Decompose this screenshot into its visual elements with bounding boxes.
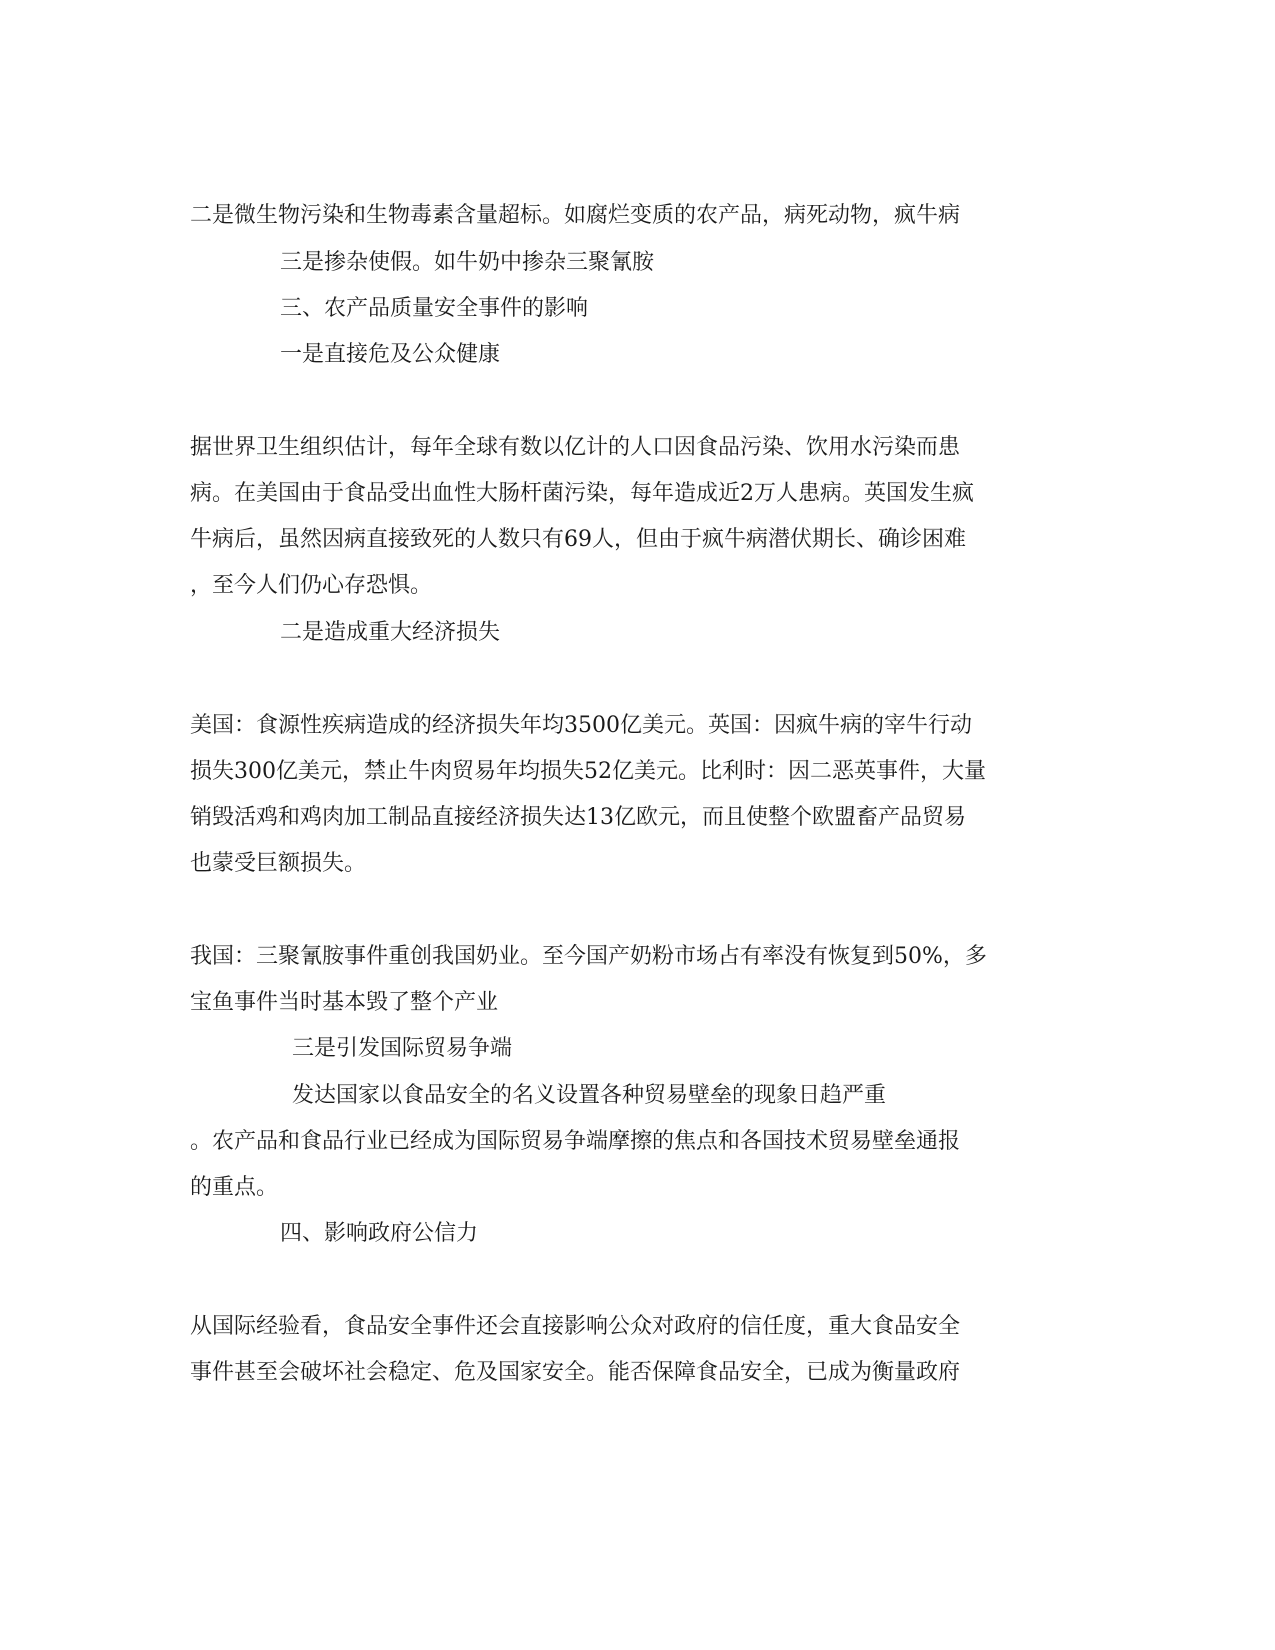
section-heading: 四、影响政府公信力 — [280, 1221, 479, 1246]
text-line: 三是掺杂使假。如牛奶中掺杂三聚氰胺 — [280, 250, 655, 275]
text-line: 牛病后，虽然因病直接致死的人数只有69人，但由于疯牛病潜伏期长、确诊困难 — [190, 527, 966, 552]
text-line: 宝鱼事件当时基本毁了整个产业 — [190, 990, 499, 1015]
text-line: 销毁活鸡和鸡肉加工制品直接经济损失达13亿欧元，而且使整个欧盟畜产品贸易 — [190, 805, 966, 830]
text-line: 二是微生物污染和生物毒素含量超标。如腐烂变质的农产品，病死动物，疯牛病 — [190, 203, 961, 228]
text-line: 事件甚至会破坏社会稳定、危及国家安全。能否保障食品安全，已成为衡量政府 — [190, 1360, 961, 1385]
text-line: 我国：三聚氰胺事件重创我国奶业。至今国产奶粉市场占有率没有恢复到50%，多 — [190, 944, 987, 969]
text-line: 美国：食源性疾病造成的经济损失年均3500亿美元。英国：因疯牛病的宰牛行动 — [190, 713, 972, 738]
text-line: 。农产品和食品行业已经成为国际贸易争端摩擦的焦点和各国技术贸易壁垒通报 — [190, 1129, 961, 1154]
text-line: 损失300亿美元，禁止牛肉贸易年均损失52亿美元。比利时：因二恶英事件，大量 — [190, 759, 986, 784]
subsection-heading: 一是直接危及公众健康 — [280, 342, 501, 367]
text-line: ，至今人们仍心存恐惧。 — [190, 573, 433, 598]
text-line: 从国际经验看，食品安全事件还会直接影响公众对政府的信任度，重大食品安全 — [190, 1314, 961, 1339]
text-line: 也蒙受巨额损失。 — [190, 851, 367, 876]
subsection-heading: 三是引发国际贸易争端 — [292, 1036, 513, 1061]
section-heading: 三、农产品质量安全事件的影响 — [280, 296, 589, 321]
text-line: 病。在美国由于食品受出血性大肠杆菌污染，每年造成近2万人患病。英国发生疯 — [190, 481, 974, 506]
subsection-heading: 二是造成重大经济损失 — [280, 620, 501, 645]
text-line: 的重点。 — [190, 1175, 279, 1200]
text-line: 发达国家以食品安全的名义设置各种贸易壁垒的现象日趋严重 — [292, 1083, 887, 1108]
text-line: 据世界卫生组织估计，每年全球有数以亿计的人口因食品污染、饮用水污染而患 — [190, 435, 961, 460]
